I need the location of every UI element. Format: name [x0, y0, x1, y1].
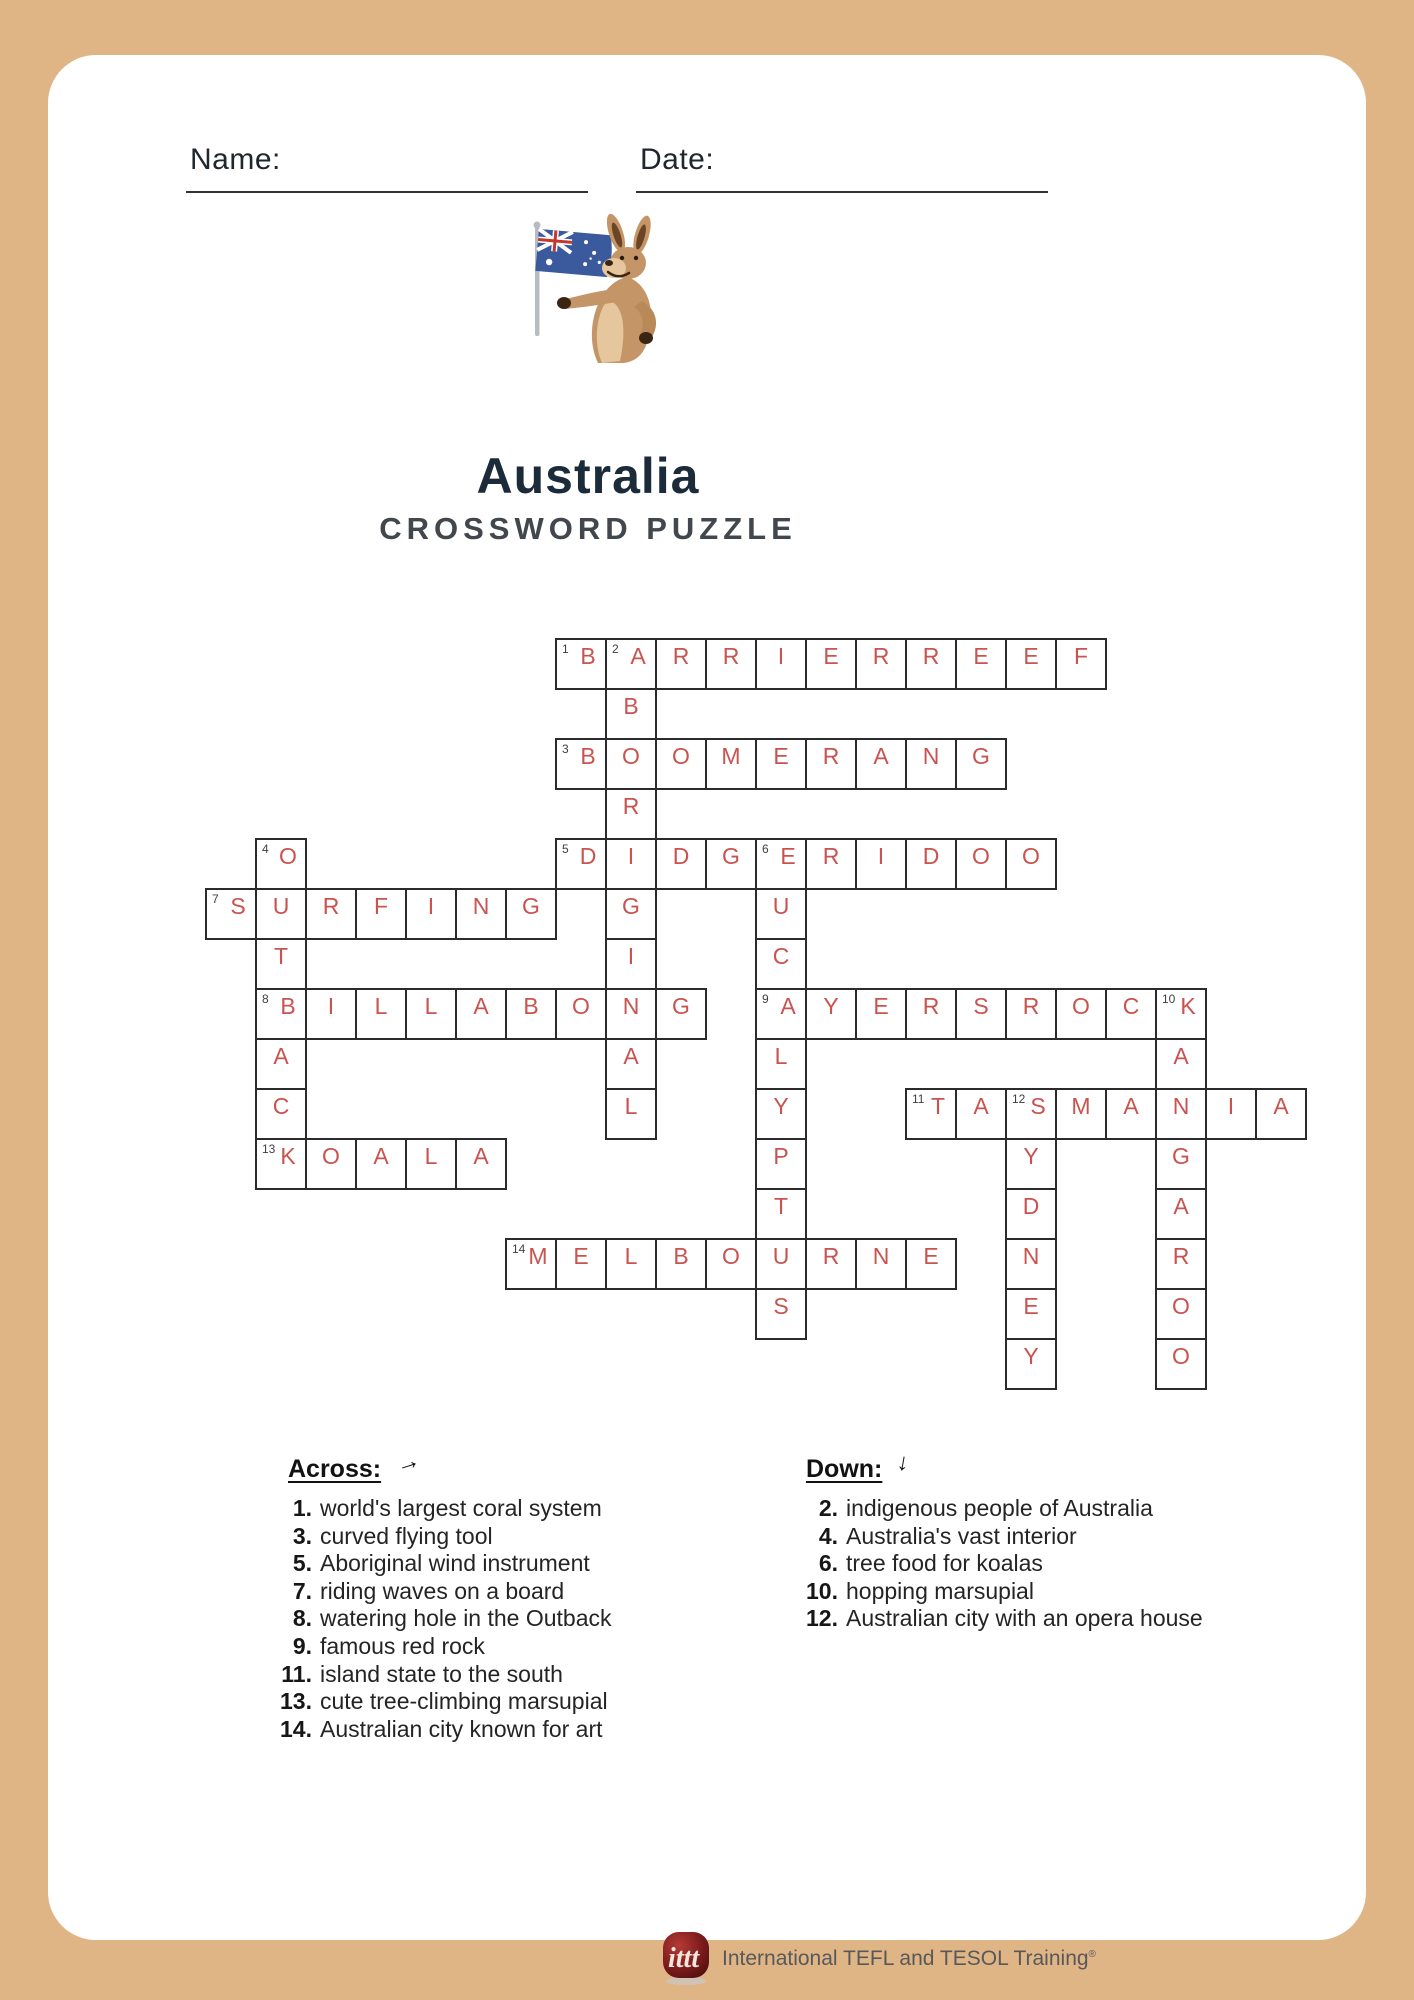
cell-letter: B	[623, 693, 639, 719]
cell-letter: I	[877, 843, 885, 869]
cell-letter: U	[772, 893, 790, 919]
cell-letter: B	[580, 743, 596, 769]
cell-letter: E	[823, 643, 839, 669]
cell-letter: K	[280, 1143, 296, 1169]
footer-brand: International TEFL and TESOL Training	[722, 1947, 1089, 1970]
cell-letter: G	[672, 993, 690, 1019]
crossword-cell[interactable]	[1155, 1138, 1207, 1190]
cell-letter: L	[374, 993, 388, 1019]
crossword-cell[interactable]	[755, 738, 807, 790]
cell-number: 2	[612, 642, 619, 656]
clue-number: 11.	[281, 1660, 312, 1687]
cell-letter: R	[872, 643, 890, 669]
cell-letter: O	[1172, 1293, 1190, 1319]
crossword-cell[interactable]	[605, 638, 657, 690]
cell-letter: K	[1180, 993, 1196, 1019]
cell-letter: A	[1273, 1093, 1289, 1119]
crossword-cell[interactable]	[1005, 1088, 1057, 1140]
cell-letter: O	[672, 743, 690, 769]
crossword-cell[interactable]	[555, 638, 607, 690]
crossword-cell[interactable]	[355, 1138, 407, 1190]
cell-letter: E	[973, 643, 989, 669]
cell-letter: N	[622, 993, 640, 1019]
clue-item	[270, 1495, 790, 1523]
cell-letter: P	[773, 1143, 789, 1169]
clue-text: cute tree-climbing marsupial	[320, 1688, 608, 1715]
crossword-cell[interactable]	[905, 738, 957, 790]
crossword-cell[interactable]	[955, 638, 1007, 690]
cell-letter: E	[873, 993, 889, 1019]
crossword-cell[interactable]	[1005, 988, 1057, 1040]
crossword-cell[interactable]	[1005, 638, 1057, 690]
clue-text: Australian city known for art	[320, 1715, 603, 1742]
crossword-cell[interactable]	[605, 688, 657, 740]
cell-letter: S	[973, 993, 989, 1019]
crossword-cell[interactable]	[855, 988, 907, 1040]
cell-number: 10	[1162, 992, 1176, 1006]
crossword-cell[interactable]	[705, 638, 757, 690]
crossword-cell[interactable]	[805, 738, 857, 790]
cell-letter: I	[1227, 1093, 1235, 1119]
cell-letter: L	[774, 1043, 788, 1069]
cell-number: 8	[262, 992, 269, 1006]
cell-letter: A	[780, 993, 796, 1019]
cell-letter: A	[973, 1093, 989, 1119]
crossword-cell[interactable]	[1155, 988, 1207, 1040]
cell-letter: T	[273, 943, 289, 969]
crossword-cell[interactable]	[1205, 1088, 1257, 1140]
cell-letter: M	[1071, 1093, 1091, 1119]
crossword-cell[interactable]	[905, 988, 957, 1040]
crossword-cell[interactable]	[255, 1138, 307, 1190]
cell-letter: A	[373, 1143, 389, 1169]
clue-item	[270, 1688, 790, 1716]
cell-letter: B	[523, 993, 539, 1019]
cell-letter: D	[1022, 1193, 1040, 1219]
cell-letter: I	[777, 643, 785, 669]
clue-number: 5.	[292, 1550, 312, 1577]
crossword-cell[interactable]	[805, 638, 857, 690]
down-arrow-icon: ↓	[895, 1448, 912, 1477]
clue-text: hopping marsupial	[846, 1577, 1034, 1604]
clue-item	[270, 1661, 790, 1689]
cell-letter: R	[822, 743, 840, 769]
clue-number: 12.	[806, 1605, 838, 1632]
page-title: Australia	[476, 448, 700, 504]
cell-letter: R	[322, 893, 340, 919]
crossword-cell[interactable]	[355, 988, 407, 1040]
cell-letter: N	[872, 1243, 890, 1269]
crossword-cell[interactable]	[1055, 1088, 1107, 1140]
cell-letter: F	[1073, 643, 1089, 669]
cell-letter: Y	[1023, 1143, 1039, 1169]
name-input-line[interactable]	[186, 191, 588, 193]
crossword-cell[interactable]	[1005, 838, 1057, 890]
crossword-cell[interactable]	[305, 988, 357, 1040]
date-input-line[interactable]	[636, 191, 1048, 193]
clue-item	[270, 1716, 790, 1744]
clue-item	[796, 1495, 1316, 1523]
registered-mark: ®	[1088, 1949, 1096, 1960]
crossword-cell[interactable]	[455, 1138, 507, 1190]
worksheet-card	[48, 55, 1366, 1974]
cell-letter: B	[580, 643, 596, 669]
crossword-cell[interactable]	[655, 738, 707, 790]
cell-letter: E	[773, 743, 789, 769]
clue-text: famous red rock	[320, 1632, 485, 1659]
crossword-cell[interactable]	[205, 888, 257, 940]
cell-letter: R	[672, 643, 690, 669]
cell-letter: C	[1122, 993, 1140, 1019]
crossword-cell[interactable]	[1155, 1338, 1207, 1390]
down-clue-list	[796, 1495, 1316, 1633]
cell-letter: O	[972, 843, 990, 869]
cell-letter: A	[273, 1043, 289, 1069]
crossword-cell[interactable]	[805, 1238, 857, 1290]
crossword-cell[interactable]	[1155, 1088, 1207, 1140]
cell-letter: O	[322, 1143, 340, 1169]
cell-letter: O	[1072, 993, 1090, 1019]
crossword-cell[interactable]	[1155, 1288, 1207, 1340]
crossword-cell[interactable]	[605, 938, 657, 990]
clue-number: 6.	[818, 1550, 838, 1577]
crossword-cell[interactable]	[1055, 988, 1107, 1040]
down-header	[806, 1448, 912, 1484]
crossword-cell[interactable]	[905, 638, 957, 690]
cell-letter: U	[272, 893, 290, 919]
australian-flag-icon	[535, 229, 613, 277]
crossword-cell[interactable]	[1005, 1238, 1057, 1290]
crossword-cell[interactable]	[1105, 1088, 1157, 1140]
clue-item	[796, 1523, 1316, 1551]
cell-letter: A	[1173, 1193, 1189, 1219]
cell-letter: N	[1022, 1243, 1040, 1269]
footer-brand-text	[722, 1947, 1096, 1971]
crossword-cell[interactable]	[505, 988, 557, 1040]
cell-letter: O	[722, 1243, 740, 1269]
crossword-cell[interactable]	[1005, 1288, 1057, 1340]
crossword-cell[interactable]	[705, 738, 757, 790]
crossword-cell[interactable]	[1155, 1038, 1207, 1090]
cell-number: 14	[512, 1242, 526, 1256]
crossword-cell[interactable]	[1005, 1338, 1057, 1390]
crossword-cell[interactable]	[955, 988, 1007, 1040]
cell-letter: E	[923, 1243, 939, 1269]
crossword-cell[interactable]	[655, 1238, 707, 1290]
cell-letter: A	[623, 1043, 639, 1069]
name-label: Name:	[190, 143, 281, 176]
svg-text:ittt: ittt	[668, 1943, 700, 1974]
cell-letter: R	[822, 1243, 840, 1269]
crossword-cell[interactable]	[555, 988, 607, 1040]
crossword-cell[interactable]	[255, 938, 307, 990]
cell-letter: I	[327, 993, 335, 1019]
crossword-cell[interactable]	[755, 838, 807, 890]
down-label: Down:	[806, 1455, 883, 1483]
cell-letter: O	[1022, 843, 1040, 869]
crossword-cell[interactable]	[755, 1238, 807, 1290]
across-arrow-icon: →	[392, 1445, 424, 1480]
crossword-cell[interactable]	[755, 1188, 807, 1240]
crossword-cell[interactable]	[855, 838, 907, 890]
crossword-cell[interactable]	[1255, 1088, 1307, 1140]
cell-letter: L	[424, 1143, 438, 1169]
crossword-cell[interactable]	[605, 738, 657, 790]
crossword-cell[interactable]	[755, 988, 807, 1040]
clue-number: 2.	[818, 1495, 838, 1521]
cell-letter: R	[1022, 993, 1040, 1019]
crossword-cell[interactable]	[305, 888, 357, 940]
cell-letter: R	[822, 843, 840, 869]
cell-letter: A	[1123, 1093, 1139, 1119]
clue-text: Australia's vast interior	[846, 1522, 1077, 1549]
clue-item	[796, 1578, 1316, 1606]
cell-letter: R	[922, 643, 940, 669]
clue-item	[270, 1523, 790, 1551]
cell-number: 6	[762, 842, 769, 856]
cell-letter: D	[672, 843, 690, 869]
crossword-cell[interactable]	[605, 788, 657, 840]
crossword-cell[interactable]	[1105, 988, 1157, 1040]
crossword-cell[interactable]	[755, 1138, 807, 1190]
crossword-cell[interactable]	[655, 638, 707, 690]
clue-text: watering hole in the Outback	[320, 1605, 612, 1632]
cell-letter: C	[772, 943, 790, 969]
cell-letter: R	[1172, 1243, 1190, 1269]
clue-text: Australian city with an opera house	[846, 1605, 1203, 1632]
clue-text: Aboriginal wind instrument	[320, 1550, 590, 1577]
cell-letter: N	[1172, 1093, 1190, 1119]
cell-letter: G	[972, 743, 990, 769]
crossword-cell[interactable]	[605, 988, 657, 1040]
cell-letter: A	[630, 643, 646, 669]
clue-number: 13.	[280, 1688, 312, 1715]
crossword-cell[interactable]	[955, 738, 1007, 790]
cell-number: 7	[212, 892, 219, 906]
clue-number: 1.	[292, 1495, 312, 1521]
cell-letter: E	[1023, 1293, 1039, 1319]
cell-letter: S	[230, 893, 246, 919]
cell-letter: R	[922, 993, 940, 1019]
clue-number: 8.	[292, 1605, 312, 1632]
across-label: Across:	[288, 1455, 382, 1483]
crossword-cell[interactable]	[1005, 1138, 1057, 1190]
crossword-cell[interactable]	[555, 738, 607, 790]
crossword-cell[interactable]	[605, 1238, 657, 1290]
crossword-cell[interactable]	[755, 1288, 807, 1340]
cell-letter: L	[424, 993, 438, 1019]
crossword-cell[interactable]	[955, 1088, 1007, 1140]
crossword-cell[interactable]	[855, 638, 907, 690]
cell-letter: M	[528, 1243, 548, 1269]
clue-item	[270, 1605, 790, 1633]
crossword-cell[interactable]	[755, 938, 807, 990]
clue-item	[796, 1605, 1316, 1633]
cell-number: 12	[1012, 1092, 1026, 1106]
cell-letter: E	[573, 1243, 589, 1269]
crossword-cell[interactable]	[405, 1138, 457, 1190]
cell-letter: U	[772, 1243, 790, 1269]
clue-number: 9.	[292, 1632, 312, 1659]
clue-number: 7.	[292, 1577, 312, 1604]
crossword-cell[interactable]	[455, 988, 507, 1040]
crossword-cell[interactable]	[405, 988, 457, 1040]
crossword-cell[interactable]	[855, 738, 907, 790]
cell-letter: S	[1030, 1093, 1046, 1119]
crossword-cell[interactable]	[605, 1038, 657, 1090]
page-subtitle: CROSSWORD PUZZLE	[379, 511, 797, 546]
crossword-cell[interactable]	[755, 638, 807, 690]
cell-letter: G	[522, 893, 540, 919]
crossword-cell[interactable]	[605, 888, 657, 940]
crossword-cell[interactable]	[655, 988, 707, 1040]
crossword-cell[interactable]	[905, 1238, 957, 1290]
cell-letter: T	[930, 1093, 946, 1119]
cell-letter: E	[780, 843, 796, 869]
clue-number: 3.	[292, 1522, 312, 1549]
crossword-cell[interactable]	[505, 1238, 557, 1290]
crossword-cell[interactable]	[755, 888, 807, 940]
cell-letter: L	[624, 1093, 638, 1119]
cell-letter: A	[1173, 1043, 1189, 1069]
crossword-cell[interactable]	[705, 838, 757, 890]
crossword-cell[interactable]	[255, 888, 307, 940]
clue-number: 14.	[280, 1715, 312, 1742]
clue-number: 10.	[806, 1577, 838, 1604]
crossword-cell[interactable]	[855, 1238, 907, 1290]
cell-letter: G	[622, 893, 640, 919]
cell-letter: N	[472, 893, 490, 919]
ittt-logo-icon	[660, 1931, 712, 1987]
clue-item	[270, 1633, 790, 1661]
cell-letter: I	[627, 943, 635, 969]
cell-letter: R	[622, 793, 640, 819]
cell-letter: F	[373, 893, 389, 919]
kangaroo-flag-illustration	[490, 211, 690, 363]
crossword-cell[interactable]	[405, 888, 457, 940]
across-clue-list	[270, 1495, 790, 1743]
cell-number: 4	[262, 842, 269, 856]
clue-text: curved flying tool	[320, 1522, 493, 1549]
cell-letter: N	[922, 743, 940, 769]
cell-number: 11	[912, 1092, 925, 1106]
cell-letter: Y	[1023, 1343, 1039, 1369]
cell-letter: C	[272, 1093, 290, 1119]
crossword-cell[interactable]	[805, 988, 857, 1040]
cell-letter: B	[673, 1243, 689, 1269]
cell-letter: O	[622, 743, 640, 769]
cell-letter: G	[722, 843, 740, 869]
cell-letter: Y	[823, 993, 839, 1019]
crossword-cell[interactable]	[755, 1038, 807, 1090]
cell-number: 5	[562, 842, 569, 856]
crossword-cell[interactable]	[355, 888, 407, 940]
crossword-cell[interactable]	[955, 838, 1007, 890]
crossword-cell[interactable]	[605, 838, 657, 890]
cell-letter: A	[873, 743, 889, 769]
clue-item	[796, 1550, 1316, 1578]
cell-letter: O	[572, 993, 590, 1019]
clue-text: island state to the south	[320, 1660, 563, 1687]
crossword-cell[interactable]	[905, 1088, 957, 1140]
cell-letter: I	[627, 843, 635, 869]
clue-item	[270, 1578, 790, 1606]
cell-letter: L	[624, 1243, 638, 1269]
crossword-cell[interactable]	[705, 1238, 757, 1290]
crossword-cell[interactable]	[1005, 1188, 1057, 1240]
cell-letter: T	[773, 1193, 789, 1219]
cell-letter: D	[579, 843, 597, 869]
cell-letter: A	[473, 1143, 489, 1169]
crossword-cell[interactable]	[1055, 638, 1107, 690]
crossword-cell[interactable]	[1155, 1188, 1207, 1240]
cell-letter: G	[1172, 1143, 1190, 1169]
crossword-cell[interactable]	[555, 1238, 607, 1290]
date-label: Date:	[640, 143, 715, 176]
footer	[660, 1931, 1096, 1987]
crossword-cell[interactable]	[655, 838, 707, 890]
cell-number: 9	[762, 992, 769, 1006]
clue-item	[270, 1550, 790, 1578]
clue-text: riding waves on a board	[320, 1577, 565, 1604]
clue-text: indigenous people of Australia	[846, 1495, 1153, 1521]
cell-letter: I	[427, 893, 435, 919]
cell-number: 1	[562, 642, 569, 656]
cell-letter: A	[473, 993, 489, 1019]
crossword-cell[interactable]	[455, 888, 507, 940]
cell-letter: B	[280, 993, 296, 1019]
cell-letter: M	[721, 743, 741, 769]
crossword-cell[interactable]	[605, 1088, 657, 1140]
clue-text: tree food for koalas	[846, 1550, 1043, 1577]
cell-number: 3	[562, 742, 569, 756]
across-header	[288, 1445, 424, 1484]
crossword-cell[interactable]	[255, 1088, 307, 1140]
crossword-cell[interactable]	[255, 1038, 307, 1090]
cell-letter: S	[773, 1293, 789, 1319]
crossword-cell[interactable]	[305, 1138, 357, 1190]
crossword-cell[interactable]	[805, 838, 857, 890]
crossword-cell[interactable]	[505, 888, 557, 940]
cell-letter: O	[279, 843, 297, 869]
crossword-cell[interactable]	[905, 838, 957, 890]
cell-letter: Y	[773, 1093, 789, 1119]
cell-letter: D	[922, 843, 940, 869]
clue-text: world's largest coral system	[320, 1495, 602, 1521]
crossword-cell[interactable]	[755, 1088, 807, 1140]
cell-letter: O	[1172, 1343, 1190, 1369]
crossword-cell[interactable]	[255, 988, 307, 1040]
crossword-cell[interactable]	[255, 838, 307, 890]
crossword-cell[interactable]	[1155, 1238, 1207, 1290]
cell-letter: R	[722, 643, 740, 669]
clue-number: 4.	[818, 1522, 838, 1549]
crossword-cell[interactable]	[555, 838, 607, 890]
cell-number: 13	[262, 1142, 276, 1156]
cell-letter: E	[1023, 643, 1039, 669]
